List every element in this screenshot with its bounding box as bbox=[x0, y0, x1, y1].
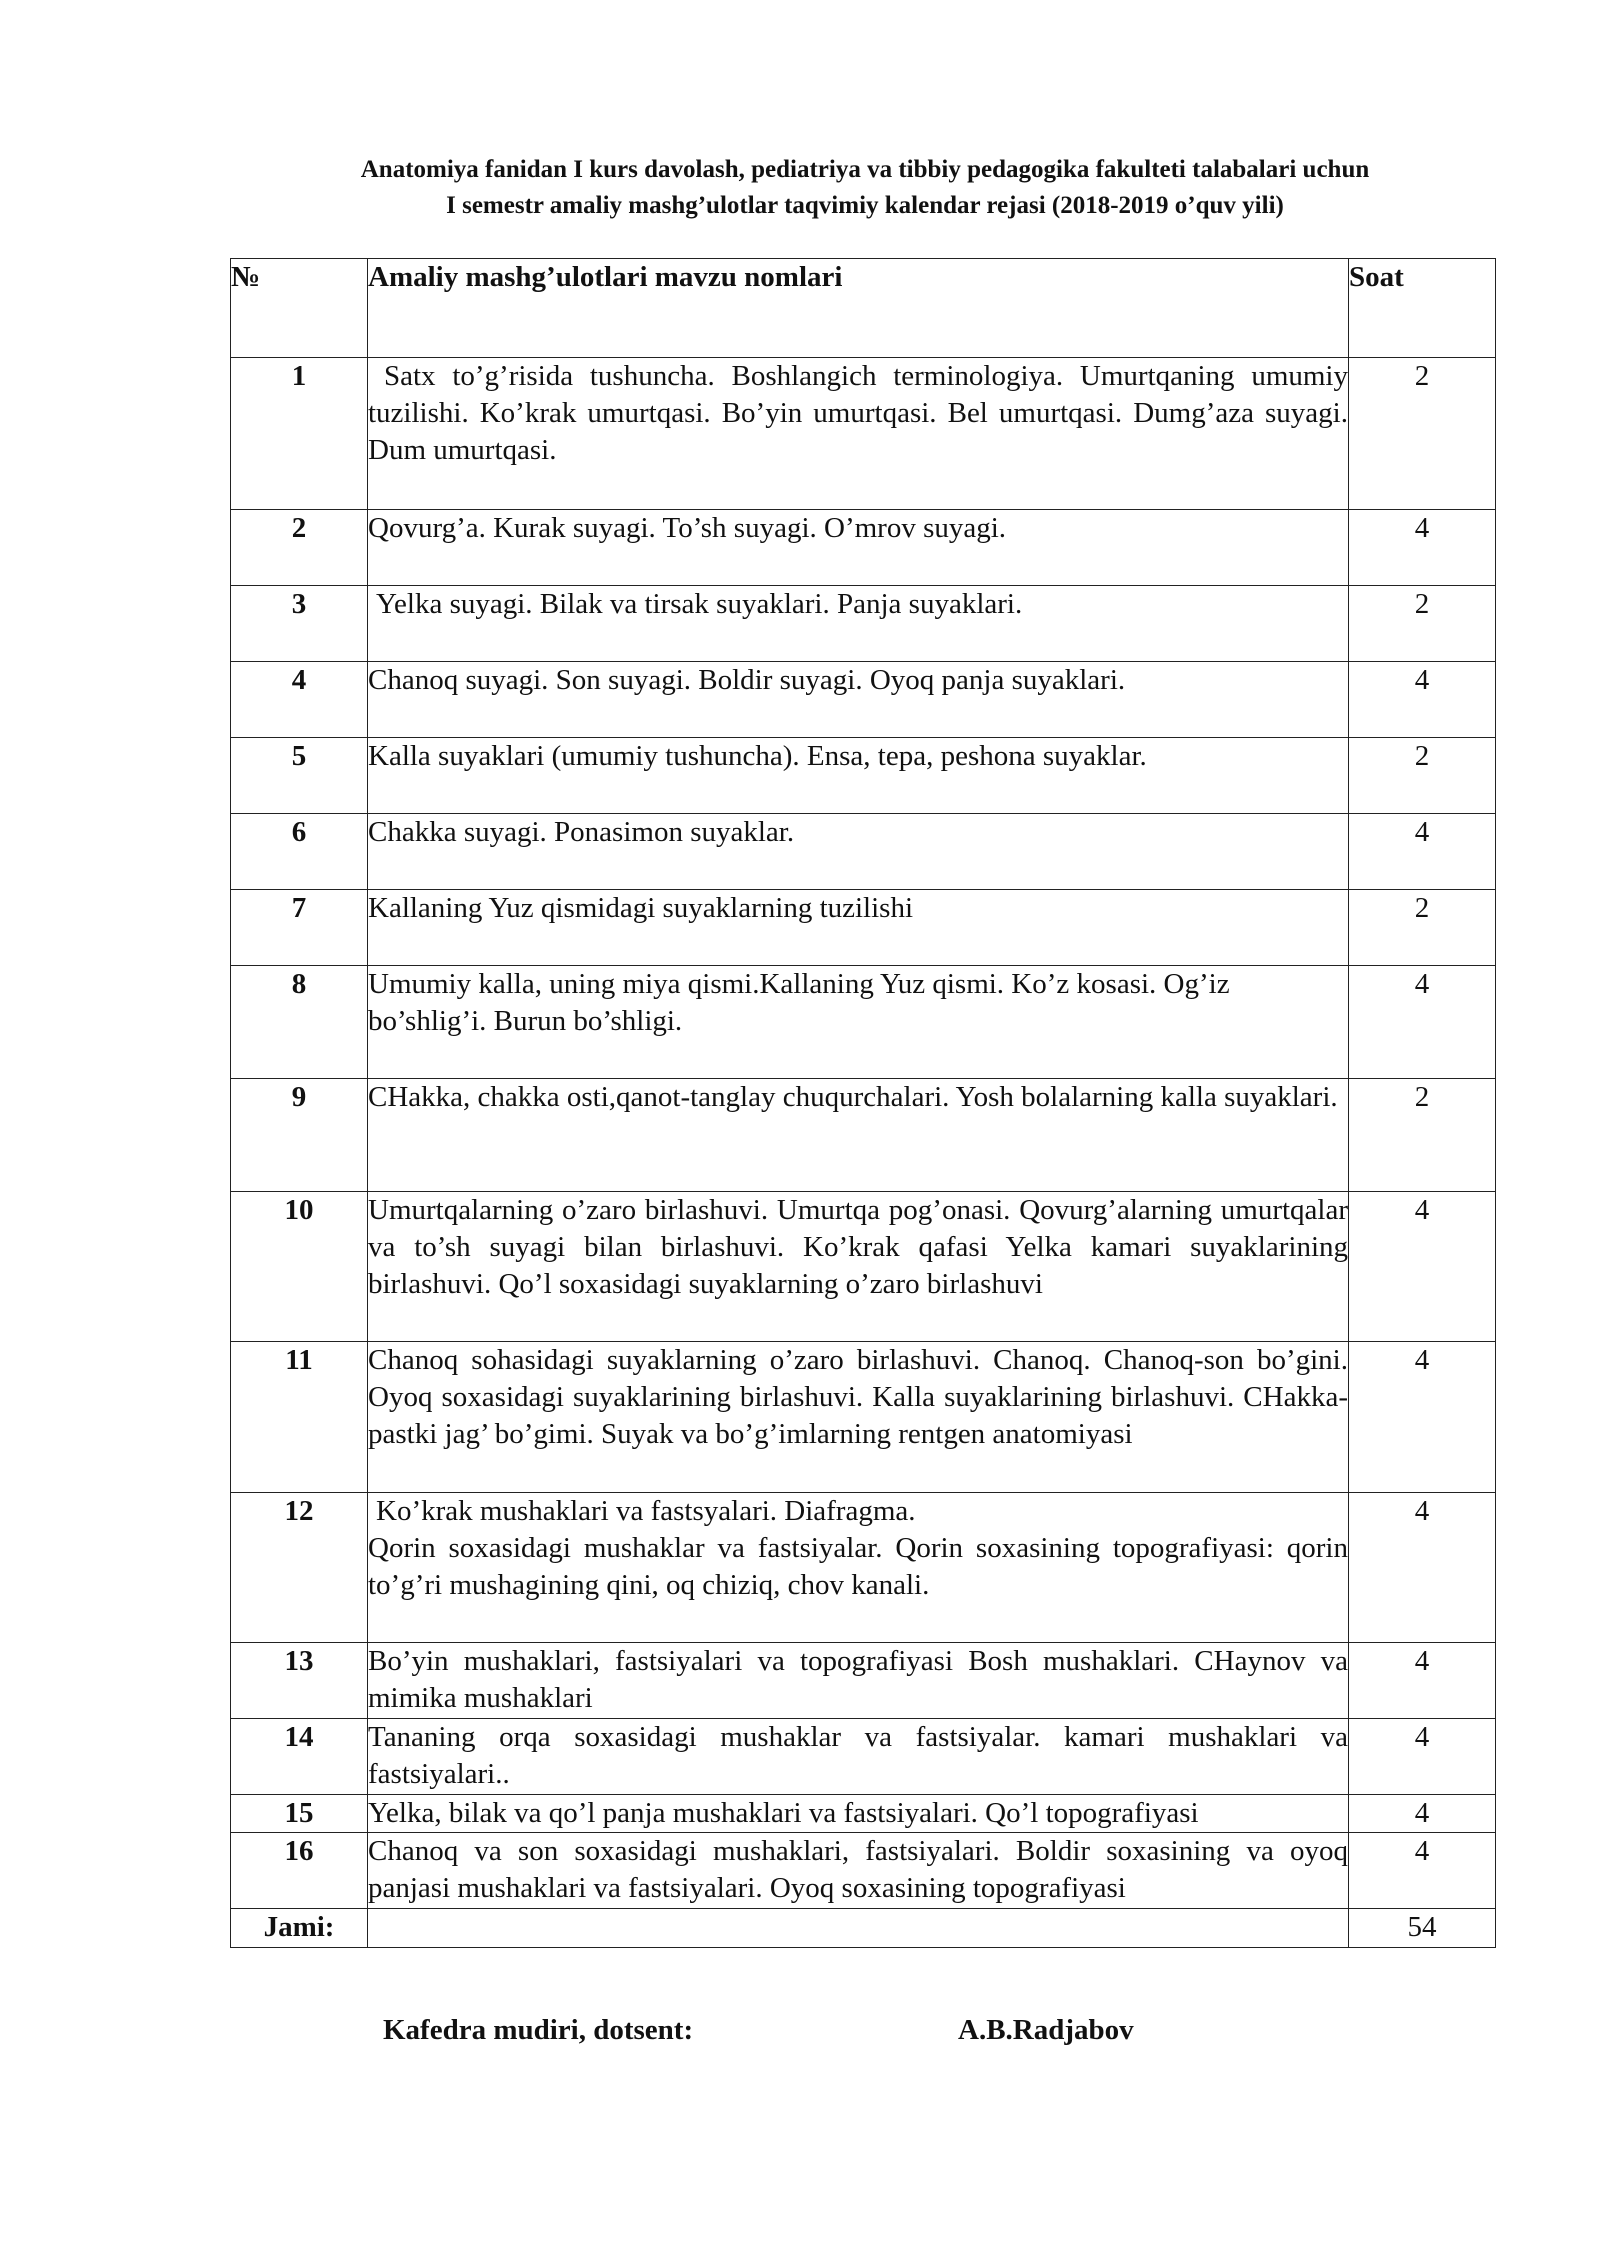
table-row bbox=[231, 1079, 1496, 1192]
table-row bbox=[231, 1342, 1496, 1493]
table-row bbox=[231, 1643, 1496, 1719]
row-topic: Chanoq suyagi. Son suyagi. Boldir suyagi. Oyoq panja suyaklari. bbox=[368, 662, 1349, 738]
total-hours: 54 bbox=[1349, 1909, 1496, 1948]
row-number: 3 bbox=[231, 586, 368, 662]
row-number: 2 bbox=[231, 510, 368, 586]
title-line-1: Anatomiya fanidan I kurs davolash, pediatriya va tibbiy pedagogika fakulteti talabalari uchun bbox=[360, 156, 1370, 183]
table-row bbox=[231, 1833, 1496, 1909]
row-topic: Qovurg’a. Kurak suyagi. To’sh suyagi. O’mrov suyagi. bbox=[368, 510, 1349, 586]
row-hours: 4 bbox=[1349, 1342, 1496, 1493]
total-row bbox=[231, 1909, 1496, 1948]
table-row bbox=[231, 738, 1496, 814]
row-topic: Chanoq sohasidagi suyaklarning o’zaro birlashuvi. Chanoq. Chanoq-son bo’gini. Oyoq soxasidagi suyaklarining birlashuvi. Kalla suyaklarining birlashuvi. CHakka-pastki jag’ bo’gimi. Suyak va bo’g’imlarning rentgen anatomiyasi bbox=[368, 1342, 1349, 1493]
row-topic: Umurtqalarning o’zaro birlashuvi. Umurtqa pog’onasi. Qovurg’alarning umurtqalar va to’sh suyagi bilan birlashuvi. Ko’krak qafasi Yelka kamari suyaklarining birlashuvi. Qo’l soxasidagi suyaklarning o’zaro birlashuvi bbox=[368, 1192, 1349, 1342]
row-number: 14 bbox=[231, 1719, 368, 1795]
row-number: 7 bbox=[231, 890, 368, 966]
table-row bbox=[231, 358, 1496, 510]
table-row bbox=[231, 510, 1496, 586]
row-number: 13 bbox=[231, 1643, 368, 1719]
row-topic: Chakka suyagi. Ponasimon suyaklar. bbox=[368, 814, 1349, 890]
row-topic: Yelka, bilak va qo’l panja mushaklari va fastsiyalari. Qo’l topografiyasi bbox=[368, 1795, 1349, 1833]
row-topic-line-1: Ko’krak mushaklari va fastsyalari. Diafragma. bbox=[376, 1495, 916, 1527]
table-row bbox=[231, 1719, 1496, 1795]
table-row bbox=[231, 1493, 1496, 1643]
row-hours: 4 bbox=[1349, 662, 1496, 738]
row-topic: Satx to’g’risida tushuncha. Boshlangich terminologiya. Umurtqaning umumiy tuzilishi. Ko’krak umurtqasi. Bo’yin umurtqasi. Bel umurtqasi. Dumg’aza suyagi. Dum umurtqasi. bbox=[368, 358, 1349, 510]
row-topic: Yelka suyagi. Bilak va tirsak suyaklari. Panja suyaklari. bbox=[368, 586, 1349, 662]
table-header-row bbox=[231, 259, 1496, 358]
table-row bbox=[231, 662, 1496, 738]
header-hours: Soat bbox=[1349, 259, 1496, 358]
signature-name: A.B.Radjabov bbox=[958, 2014, 1134, 2046]
row-number: 8 bbox=[231, 966, 368, 1079]
table-row bbox=[231, 814, 1496, 890]
title-line-2: I semestr amaliy mashg’ulotlar taqvimiy kalendar rejasi (2018-2019 o’quv yili) bbox=[446, 192, 1284, 219]
row-hours: 4 bbox=[1349, 966, 1496, 1079]
row-topic: CHakka, chakka osti,qanot-tanglay chuqurchalari. Yosh bolalarning kalla suyaklari. bbox=[368, 1079, 1349, 1192]
row-number: 10 bbox=[231, 1192, 368, 1342]
row-topic bbox=[368, 1493, 1349, 1643]
row-number: 15 bbox=[231, 1795, 368, 1833]
table-row bbox=[231, 1795, 1496, 1833]
row-hours: 4 bbox=[1349, 1795, 1496, 1833]
row-hours: 4 bbox=[1349, 1719, 1496, 1795]
row-topic: Bo’yin mushaklari, fastsiyalari va topografiyasi Bosh mushaklari. CHaynov va mimika mushaklari bbox=[368, 1643, 1349, 1719]
row-hours: 2 bbox=[1349, 358, 1496, 510]
total-label: Jami: bbox=[231, 1909, 368, 1948]
row-topic: Kallaning Yuz qismidagi suyaklarning tuzilishi bbox=[368, 890, 1349, 966]
table-row bbox=[231, 890, 1496, 966]
row-hours: 4 bbox=[1349, 1493, 1496, 1643]
schedule-table bbox=[230, 258, 1496, 1948]
row-number: 6 bbox=[231, 814, 368, 890]
table-row bbox=[231, 966, 1496, 1079]
row-hours: 4 bbox=[1349, 1643, 1496, 1719]
header-topic: Amaliy mashg’ulotlari mavzu nomlari bbox=[368, 259, 1349, 358]
row-hours: 2 bbox=[1349, 890, 1496, 966]
row-hours: 4 bbox=[1349, 1833, 1496, 1909]
row-number: 11 bbox=[231, 1342, 368, 1493]
row-number: 12 bbox=[231, 1493, 368, 1643]
row-hours: 2 bbox=[1349, 586, 1496, 662]
document-title bbox=[200, 152, 1530, 224]
total-empty-cell bbox=[368, 1909, 1349, 1948]
table-row bbox=[231, 1192, 1496, 1342]
row-topic: Tananing orqa soxasidagi mushaklar va fastsiyalar. kamari mushaklari va fastsiyalari.. bbox=[368, 1719, 1349, 1795]
row-topic: Umumiy kalla, uning miya qismi.Kallaning Yuz qismi. Ko’z kosasi. Og’iz bo’shlig’i. Burun bo’shligi. bbox=[368, 966, 1349, 1079]
row-hours: 2 bbox=[1349, 1079, 1496, 1192]
header-number: № bbox=[231, 259, 368, 358]
row-topic-line-2: Qorin soxasidagi mushaklar va fastsiyalar. Qorin soxasining topografiyasi: qorin to’g’ri mushagining qini, oq chiziq, chov kanali. bbox=[368, 1532, 1348, 1601]
row-hours: 4 bbox=[1349, 510, 1496, 586]
signature-position: Kafedra mudiri, dotsent: bbox=[383, 2014, 694, 2046]
row-topic: Kalla suyaklari (umumiy tushuncha). Ensa, tepa, peshona suyaklar. bbox=[368, 738, 1349, 814]
row-hours: 2 bbox=[1349, 738, 1496, 814]
row-number: 9 bbox=[231, 1079, 368, 1192]
row-hours: 4 bbox=[1349, 1192, 1496, 1342]
row-hours: 4 bbox=[1349, 814, 1496, 890]
row-topic: Chanoq va son soxasidagi mushaklari, fastsiyalari. Boldir soxasining va oyoq panjasi mushaklari va fastsiyalari. Oyoq soxasining topografiyasi bbox=[368, 1833, 1349, 1909]
row-number: 4 bbox=[231, 662, 368, 738]
row-number: 16 bbox=[231, 1833, 368, 1909]
row-number: 1 bbox=[231, 358, 368, 510]
table-row bbox=[231, 586, 1496, 662]
row-number: 5 bbox=[231, 738, 368, 814]
